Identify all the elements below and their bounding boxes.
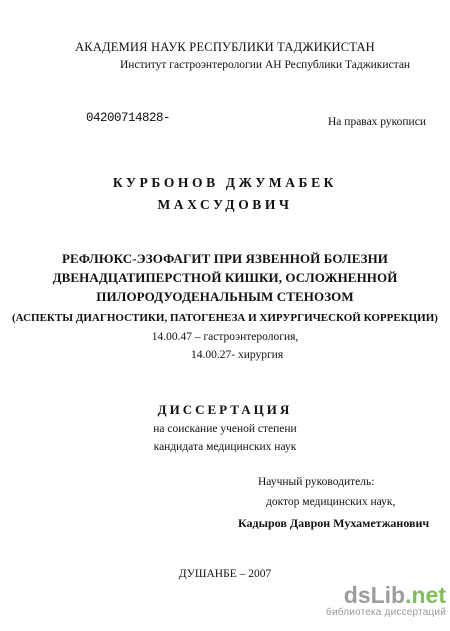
watermark-logo-tld: .net: [405, 582, 446, 608]
specialty-code-2: 14.00.27- хирургия: [191, 349, 284, 361]
supervisor-label: Научный руководитель:: [258, 476, 375, 488]
watermark: [316, 583, 446, 619]
degree-line-1: на соискание ученой степени: [153, 423, 297, 435]
supervisor-degree: доктор медицинских наук,: [266, 496, 396, 508]
city-year: ДУШАНБЕ – 2007: [178, 568, 272, 580]
institute-name: Институт гастроэнтерологии АН Республики Таджикистан: [120, 59, 411, 71]
thesis-title-line-2: ДВЕНАДЦАТИПЕРСТНОЙ КИШКИ, ОСЛОЖНЕННОЙ: [52, 270, 398, 285]
degree-line-2: кандидата медицинских наук: [153, 441, 297, 453]
thesis-subtitle: (АСПЕКТЫ ДИАГНОСТИКИ, ПАТОГЕНЕЗА И ХИРУРГИЧЕСКОЙ КОРРЕКЦИИ): [12, 312, 438, 324]
supervisor-name: Кадыров Даврон Мухаметжанович: [238, 516, 430, 530]
author-surname-name: КУРБОНОВ ДЖУМАБЕК: [112, 175, 338, 190]
author-patronymic: МАХСУДОВИЧ: [157, 197, 293, 212]
academy-name: АКАДЕМИЯ НАУК РЕСПУБЛИКИ ТАДЖИКИСТАН: [75, 40, 375, 54]
watermark-logo: [316, 583, 446, 607]
manuscript-rights-note: На правах рукописи: [328, 116, 426, 128]
specialty-code-1: 14.00.47 – гастроэнтерология,: [151, 331, 299, 343]
handwritten-stamp-number: 04200714828-: [86, 111, 171, 125]
dissertation-label: ДИССЕРТАЦИЯ: [157, 402, 293, 417]
thesis-title-line-1: РЕФЛЮКС-ЭЗОФАГИТ ПРИ ЯЗВЕННОЙ БОЛЕЗНИ: [61, 251, 389, 266]
watermark-logo-main: dsLib: [343, 582, 406, 608]
watermark-caption: библиотека диссертаций: [326, 607, 446, 618]
thesis-title-line-3: ПИЛОРОДУОДЕНАЛЬНЫМ СТЕНОЗОМ: [96, 289, 354, 304]
